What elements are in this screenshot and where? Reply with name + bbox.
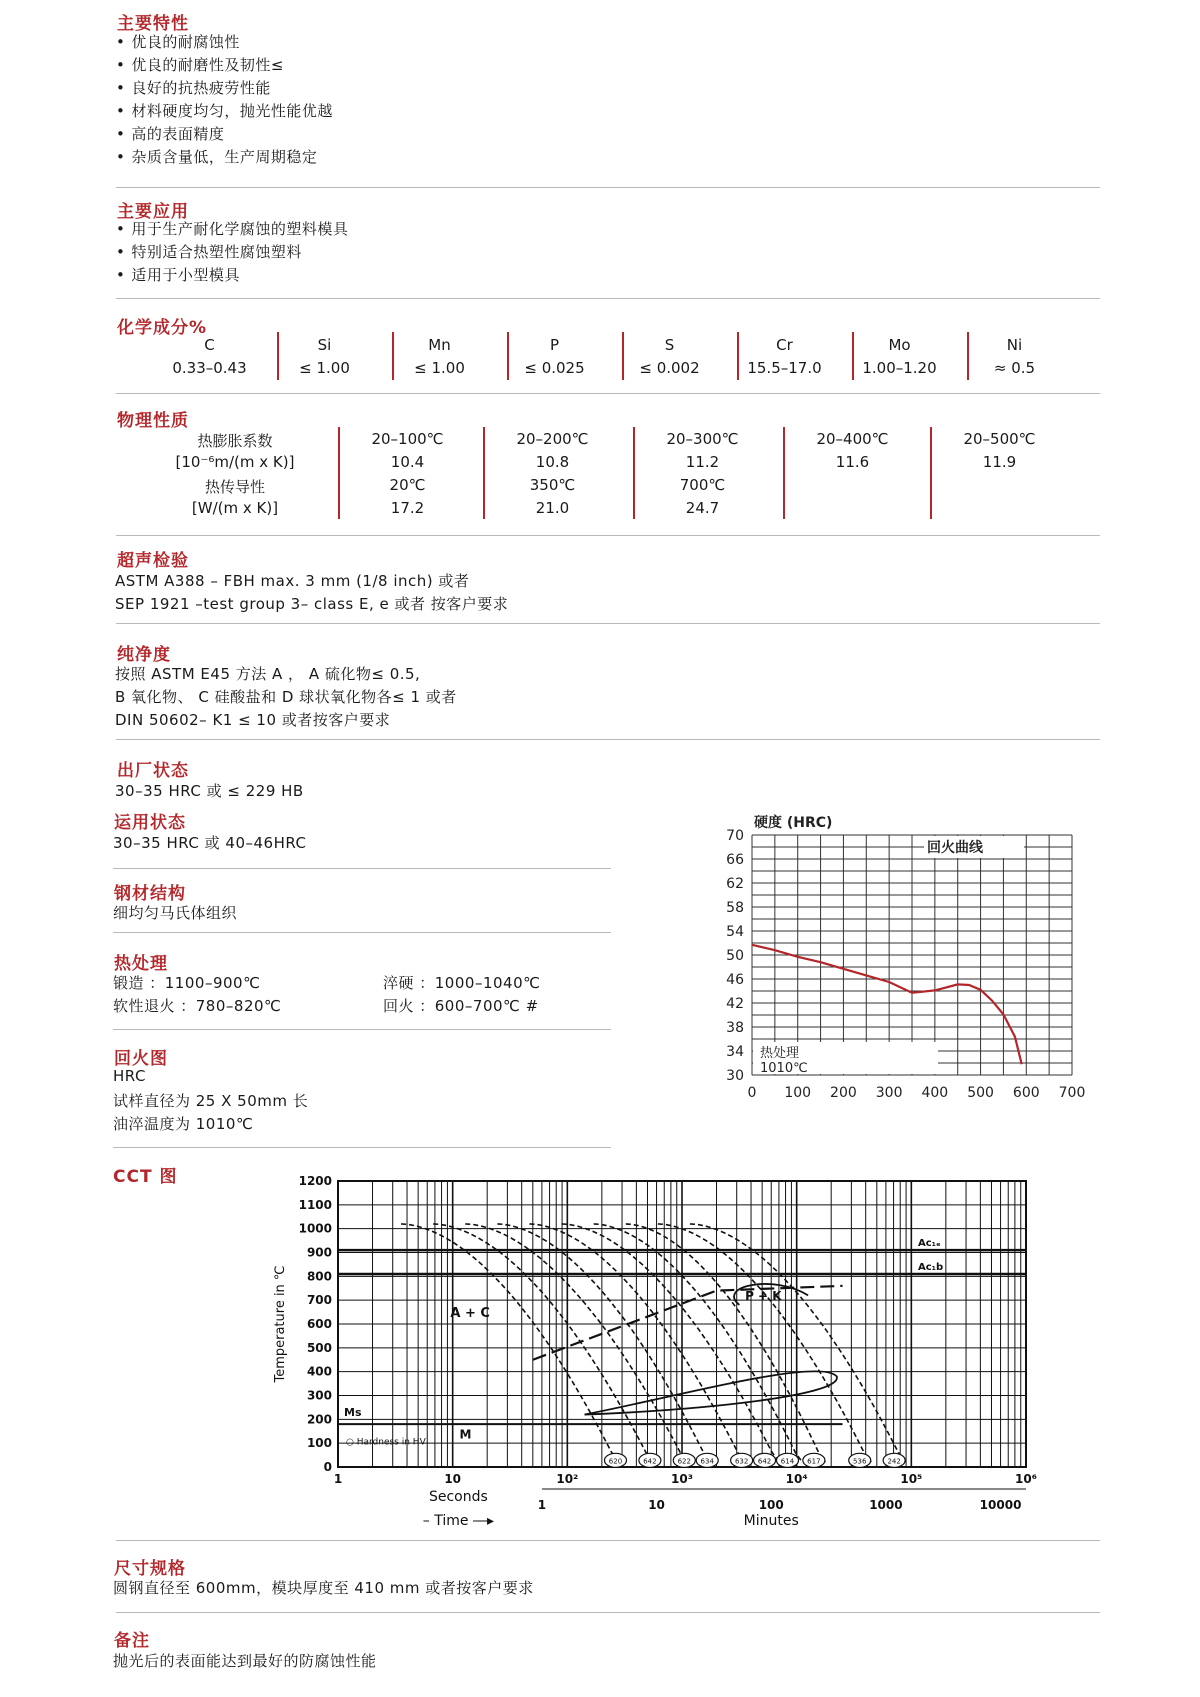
physical-value: 21.0	[535, 499, 570, 517]
y-tick-label: 58	[726, 900, 744, 916]
y-tick-label: 62	[726, 876, 744, 892]
ultrasonic-line: SEP 1921 –test group 3– class E, e 或者 按客户要求	[115, 595, 509, 613]
physical-title: 物理性质	[117, 411, 189, 431]
chem-value: ≤ 1.00	[414, 359, 465, 377]
physical-value: 20–300℃	[666, 430, 739, 448]
seconds-tick-label: 10³	[671, 1472, 693, 1486]
x-tick-label: 500	[967, 1085, 994, 1101]
hardness-value: 622	[677, 1457, 691, 1466]
y-tick-label: 0	[323, 1460, 332, 1474]
y-tick-label: 800	[306, 1269, 332, 1284]
chem-value: ≤ 1.00	[299, 359, 350, 377]
physical-value: 20–500℃	[963, 430, 1036, 448]
physical-value: 20–100℃	[371, 430, 444, 448]
chem-value: 1.00–1.20	[862, 359, 937, 377]
y-tick-label: 100	[306, 1436, 332, 1451]
hardness-value: 536	[853, 1457, 867, 1466]
y-tick-label: 70	[726, 828, 744, 844]
main-applications-title: 主要应用	[117, 202, 189, 222]
divider	[113, 1029, 611, 1030]
divider	[116, 535, 1100, 536]
y-tick-label: 1100	[298, 1197, 332, 1212]
main-properties-title: 主要特性	[117, 14, 189, 34]
physical-value: 20℃	[389, 476, 426, 494]
service-text: 30–35 HRC 或 40–46HRC	[113, 834, 307, 852]
bullet-item: • 优良的耐磨性及韧性≤	[116, 54, 333, 77]
chem-value: ≤ 0.025	[524, 359, 585, 377]
bullet-item: • 优良的耐腐蚀性	[116, 31, 333, 54]
x-tick-label: 700	[1058, 1085, 1086, 1101]
main-properties-list	[116, 31, 333, 169]
annotation-line: 热处理	[760, 1046, 800, 1061]
y-tick-label: 42	[726, 996, 744, 1012]
hardness-value: 620	[608, 1457, 623, 1466]
x-tick-label: 100	[784, 1085, 812, 1101]
chemistry-title: 化学成分%	[117, 318, 208, 338]
hardness-value: 642	[643, 1457, 657, 1466]
delivery-title: 出厂状态	[117, 761, 189, 781]
structure-title: 钢材结构	[114, 884, 186, 904]
divider	[113, 1147, 611, 1148]
cleanliness-title: 纯净度	[117, 645, 171, 665]
cct-diagram	[260, 1165, 1040, 1525]
service-title: 运用状态	[114, 813, 186, 833]
physical-row-label: 热膨胀系数	[197, 432, 273, 450]
divider	[116, 1612, 1100, 1613]
column-separator	[633, 427, 635, 519]
y-axis-label: Temperature in ℃	[273, 1265, 288, 1383]
bullet-item: • 适用于小型模具	[116, 264, 348, 287]
y-tick-label: 30	[726, 1068, 744, 1084]
forging-text: 锻造 ：1100–900℃	[113, 974, 261, 992]
minutes-tick-label: 10	[648, 1498, 665, 1512]
chem-element: S	[664, 336, 675, 354]
seconds-tick-label: 10²	[556, 1472, 579, 1486]
m-label: M	[459, 1427, 472, 1442]
ultrasonic-title: 超声检验	[117, 551, 189, 571]
physical-value: 17.2	[390, 499, 425, 517]
quench-text: 淬硬 ：1000–1040℃	[383, 974, 541, 992]
hardness-value: 614	[780, 1457, 795, 1466]
physical-row-label: [10⁻⁶m/(m x K)]	[175, 453, 295, 471]
physical-value: 20–400℃	[816, 430, 889, 448]
bullet-item: • 材料硬度均匀，抛光性能优越	[116, 100, 333, 123]
x-tick-label: 600	[1012, 1085, 1040, 1101]
hv-note: ○ Hardness in HV	[346, 1437, 426, 1448]
delivery-text: 30–35 HRC 或 ≤ 229 HB	[115, 782, 304, 800]
ultrasonic-line: ASTM A388 – FBH max. 3 mm (1/8 inch) 或者	[115, 572, 470, 590]
column-separator	[783, 427, 785, 519]
cct-title: CCT 图	[113, 1167, 178, 1187]
hardness-value: 634	[700, 1457, 714, 1466]
bullet-item: • 高的表面精度	[116, 123, 333, 146]
hardness-value: 617	[807, 1457, 821, 1466]
y-tick-label: 700	[306, 1293, 332, 1308]
temper-diagram-line: 油淬温度为 1010℃	[113, 1115, 254, 1133]
physical-value: 350℃	[529, 476, 576, 494]
y-axis-label: 硬度 (HRC)	[754, 815, 833, 831]
column-separator	[483, 427, 485, 519]
y-tick-label: 46	[726, 972, 744, 988]
minutes-tick-label: 10000	[979, 1498, 1022, 1512]
seconds-tick-label: 10⁴	[785, 1472, 808, 1486]
y-tick-label: 400	[306, 1364, 332, 1379]
remarks-text: 抛光后的表面能达到最好的防腐蚀性能	[113, 1652, 377, 1670]
bullet-item: • 特别适合热塑性腐蚀塑料	[116, 241, 348, 264]
column-separator	[930, 427, 932, 519]
bullet-item: • 用于生产耐化学腐蚀的塑料模具	[116, 218, 348, 241]
chem-element: Ni	[1006, 336, 1023, 354]
seconds-tick-label: 10⁵	[900, 1472, 923, 1486]
region-a-c-label: A + C	[450, 1305, 490, 1321]
y-tick-label: 600	[306, 1317, 332, 1331]
y-tick-label: 38	[726, 1020, 744, 1036]
seconds-tick-label: 10⁶	[1015, 1472, 1037, 1486]
hardness-value: 242	[887, 1457, 901, 1466]
chem-value: ≤ 0.002	[639, 359, 700, 377]
minutes-tick-label: 1	[537, 1498, 547, 1512]
ac1b-label: Ac₁b	[918, 1261, 944, 1273]
y-tick-label: 1200	[298, 1174, 332, 1188]
x-tick-label: 400	[921, 1085, 949, 1101]
chem-value: ≈ 0.5	[993, 359, 1036, 377]
bullet-item: • 杂质含量低，生产周期稳定	[116, 146, 333, 169]
cleanliness-line: B 氧化物、 C 硅酸盐和 D 球状氧化物各≤ 1 或者	[115, 688, 457, 706]
temper-text: 回火 ：600–700℃ #	[383, 997, 539, 1015]
seconds-tick-label: 1	[333, 1472, 343, 1486]
size-title: 尺寸规格	[114, 1559, 186, 1579]
column-separator	[338, 427, 340, 519]
minutes-tick-label: 100	[758, 1498, 784, 1512]
x-tick-label: 0	[747, 1085, 757, 1101]
physical-row-label: 热传导性	[204, 478, 265, 496]
minutes-tick-label: 1000	[869, 1498, 903, 1512]
time-label: – Time ―▸	[422, 1513, 495, 1525]
y-tick-label: 34	[726, 1044, 744, 1060]
chem-element: Cr	[776, 336, 793, 354]
y-tick-label: 1000	[298, 1221, 332, 1236]
chem-element: Si	[317, 336, 332, 354]
divider	[116, 187, 1100, 188]
minutes-label: Minutes	[743, 1513, 799, 1525]
region-p-k-label: P + K	[745, 1289, 782, 1304]
divider	[116, 1540, 1100, 1541]
y-tick-label: 300	[306, 1388, 332, 1403]
anneal-text: 软性退火 ：780–820℃	[113, 997, 282, 1015]
y-tick-label: 900	[306, 1245, 332, 1260]
physical-row-label: [W/(m x K)]	[191, 499, 279, 517]
physical-value: 10.4	[390, 453, 425, 471]
x-tick-label: 200	[830, 1085, 857, 1101]
remarks-title: 备注	[114, 1631, 150, 1651]
y-tick-label: 50	[726, 948, 744, 964]
hardness-value: 632	[734, 1457, 749, 1466]
cleanliness-line: 按照 ASTM E45 方法 A ， A 硫化物≤ 0.5,	[115, 665, 421, 683]
physical-value: 10.8	[535, 453, 570, 471]
chem-value: 0.33–0.43	[172, 359, 247, 377]
physical-value: 20–200℃	[516, 430, 589, 448]
divider	[113, 932, 611, 933]
chem-element: Mo	[888, 336, 911, 354]
temper-diagram-title: 回火图	[114, 1049, 168, 1069]
bullet-item: • 良好的抗热疲劳性能	[116, 77, 333, 100]
y-tick-label: 66	[726, 852, 744, 868]
temper-diagram-line: 试样直径为 25 X 50mm 长	[113, 1092, 309, 1110]
physical-value: 11.2	[685, 453, 720, 471]
ms-label: Ms	[344, 1406, 362, 1420]
annotation-line: 1010℃	[760, 1061, 808, 1076]
y-tick-label: 54	[726, 924, 744, 940]
chem-element: P	[549, 336, 560, 354]
ac1e-label: Ac₁ₑ	[918, 1238, 941, 1250]
heat-treatment-title: 热处理	[114, 954, 168, 974]
divider	[113, 868, 611, 869]
physical-value: 700℃	[679, 476, 726, 494]
y-tick-label: 200	[306, 1412, 332, 1427]
cleanliness-line: DIN 50602– K1 ≤ 10 或者按客户要求	[115, 711, 391, 729]
tempering-chart	[700, 805, 1100, 1105]
chart-title: 回火曲线	[927, 840, 983, 856]
main-applications-list	[116, 218, 348, 287]
size-text: 圆钢直径至 600mm，模块厚度至 410 mm 或者按客户要求	[113, 1579, 534, 1597]
chem-element: C	[204, 336, 215, 354]
divider	[116, 623, 1100, 624]
divider	[116, 393, 1100, 394]
physical-value: 11.6	[835, 453, 870, 471]
divider	[116, 298, 1100, 299]
chem-value: 15.5–17.0	[747, 359, 822, 377]
structure-text: 细均匀马氏体组织	[113, 904, 238, 922]
seconds-label: Seconds	[428, 1489, 488, 1505]
x-tick-label: 300	[875, 1085, 903, 1101]
physical-value: 11.9	[982, 453, 1017, 471]
chem-element: Mn	[428, 336, 451, 354]
seconds-tick-label: 10	[444, 1472, 462, 1486]
physical-value: 24.7	[685, 499, 720, 517]
divider	[116, 739, 1100, 740]
y-tick-label: 500	[306, 1340, 332, 1355]
hardness-value: 642	[757, 1457, 772, 1466]
temper-diagram-line: HRC	[113, 1067, 146, 1085]
